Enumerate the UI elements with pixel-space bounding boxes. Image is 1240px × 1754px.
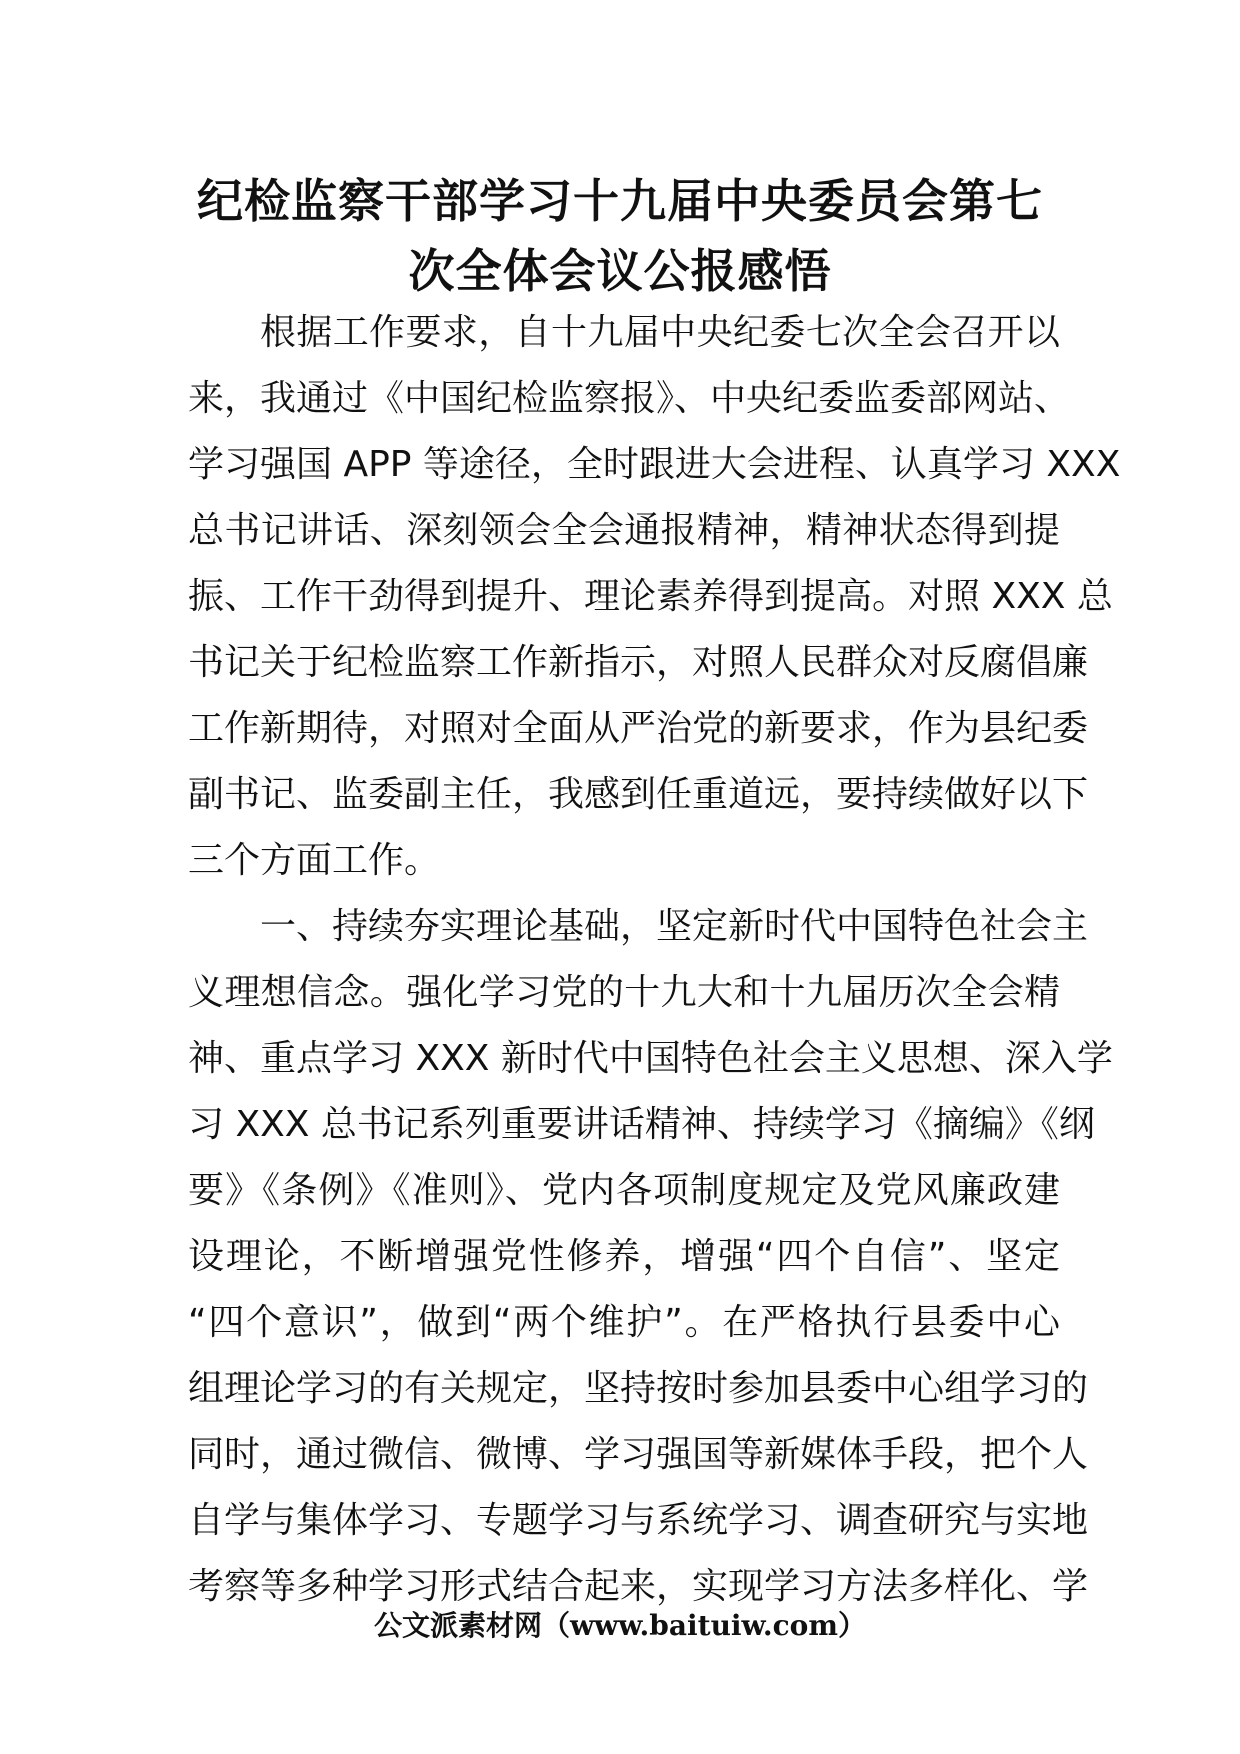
body-line: 同时，通过微信、微博、学习强国等新媒体手段，把个人 xyxy=(188,1434,1089,1475)
body-line: 副书记、监委副主任，我感到任重道远，要持续做好以下 xyxy=(188,774,1089,815)
body-line: 来，我通过《中国纪检监察报》、中央纪委监委部网站、 xyxy=(188,378,1071,419)
body-line: 总书记讲话、深刻领会全会通报精神，精神状态得到提 xyxy=(188,510,1060,551)
body-line: 考察等多种学习形式结合起来，实现学习方法多样化、学 xyxy=(188,1566,1089,1607)
title-line-2: 次全体会议公报感悟 xyxy=(408,244,832,298)
body-line: 自学与集体学习、专题学习与系统学习、调查研究与实地 xyxy=(188,1500,1089,1541)
body-line: 书记关于纪检监察工作新指示，对照人民群众对反腐倡廉 xyxy=(188,642,1089,683)
body-line: 要》《条例》《准则》、党内各项制度规定及党风廉政建 xyxy=(188,1170,1060,1211)
paragraph-1 xyxy=(188,300,1121,894)
footer-watermark: 公文派素材网（www.baituiw.com） xyxy=(374,1609,866,1642)
body-line: 神、重点学习 XXX 新时代中国特色社会主义思想、深入学 xyxy=(188,1038,1113,1079)
body-line: “四个意识”，做到“两个维护”。在严格执行县委中心 xyxy=(188,1302,1060,1343)
body-line: 一、持续夯实理论基础，坚定新时代中国特色社会主 xyxy=(260,906,1089,947)
document-body xyxy=(188,300,1121,1620)
body-line: 振、工作干劲得到提升、理论素养得到提高。对照 XXX 总 xyxy=(188,576,1113,617)
body-line: 义理想信念。强化学习党的十九大和十九届历次全会精 xyxy=(188,972,1060,1013)
paragraph-2 xyxy=(188,894,1113,1620)
body-line: 工作新期待，对照对全面从严治党的新要求，作为县纪委 xyxy=(188,708,1089,749)
title-line-1: 纪检监察干部学习十九届中央委员会第七 xyxy=(197,174,1043,228)
body-line: 设理论，不断增强党性修养，增强“四个自信”、坚定 xyxy=(188,1236,1060,1277)
body-line: 三个方面工作。 xyxy=(188,840,441,881)
document-title xyxy=(150,166,1090,306)
body-line: 习 XXX 总书记系列重要讲话精神、持续学习《摘编》《纲 xyxy=(188,1104,1095,1145)
body-line: 学习强国 APP 等途径，全时跟进大会进程、认真学习 XXX xyxy=(188,444,1121,485)
body-line: 组理论学习的有关规定，坚持按时参加县委中心组学习的 xyxy=(188,1368,1089,1409)
body-line: 根据工作要求，自十九届中央纪委七次全会召开以 xyxy=(260,312,1060,353)
